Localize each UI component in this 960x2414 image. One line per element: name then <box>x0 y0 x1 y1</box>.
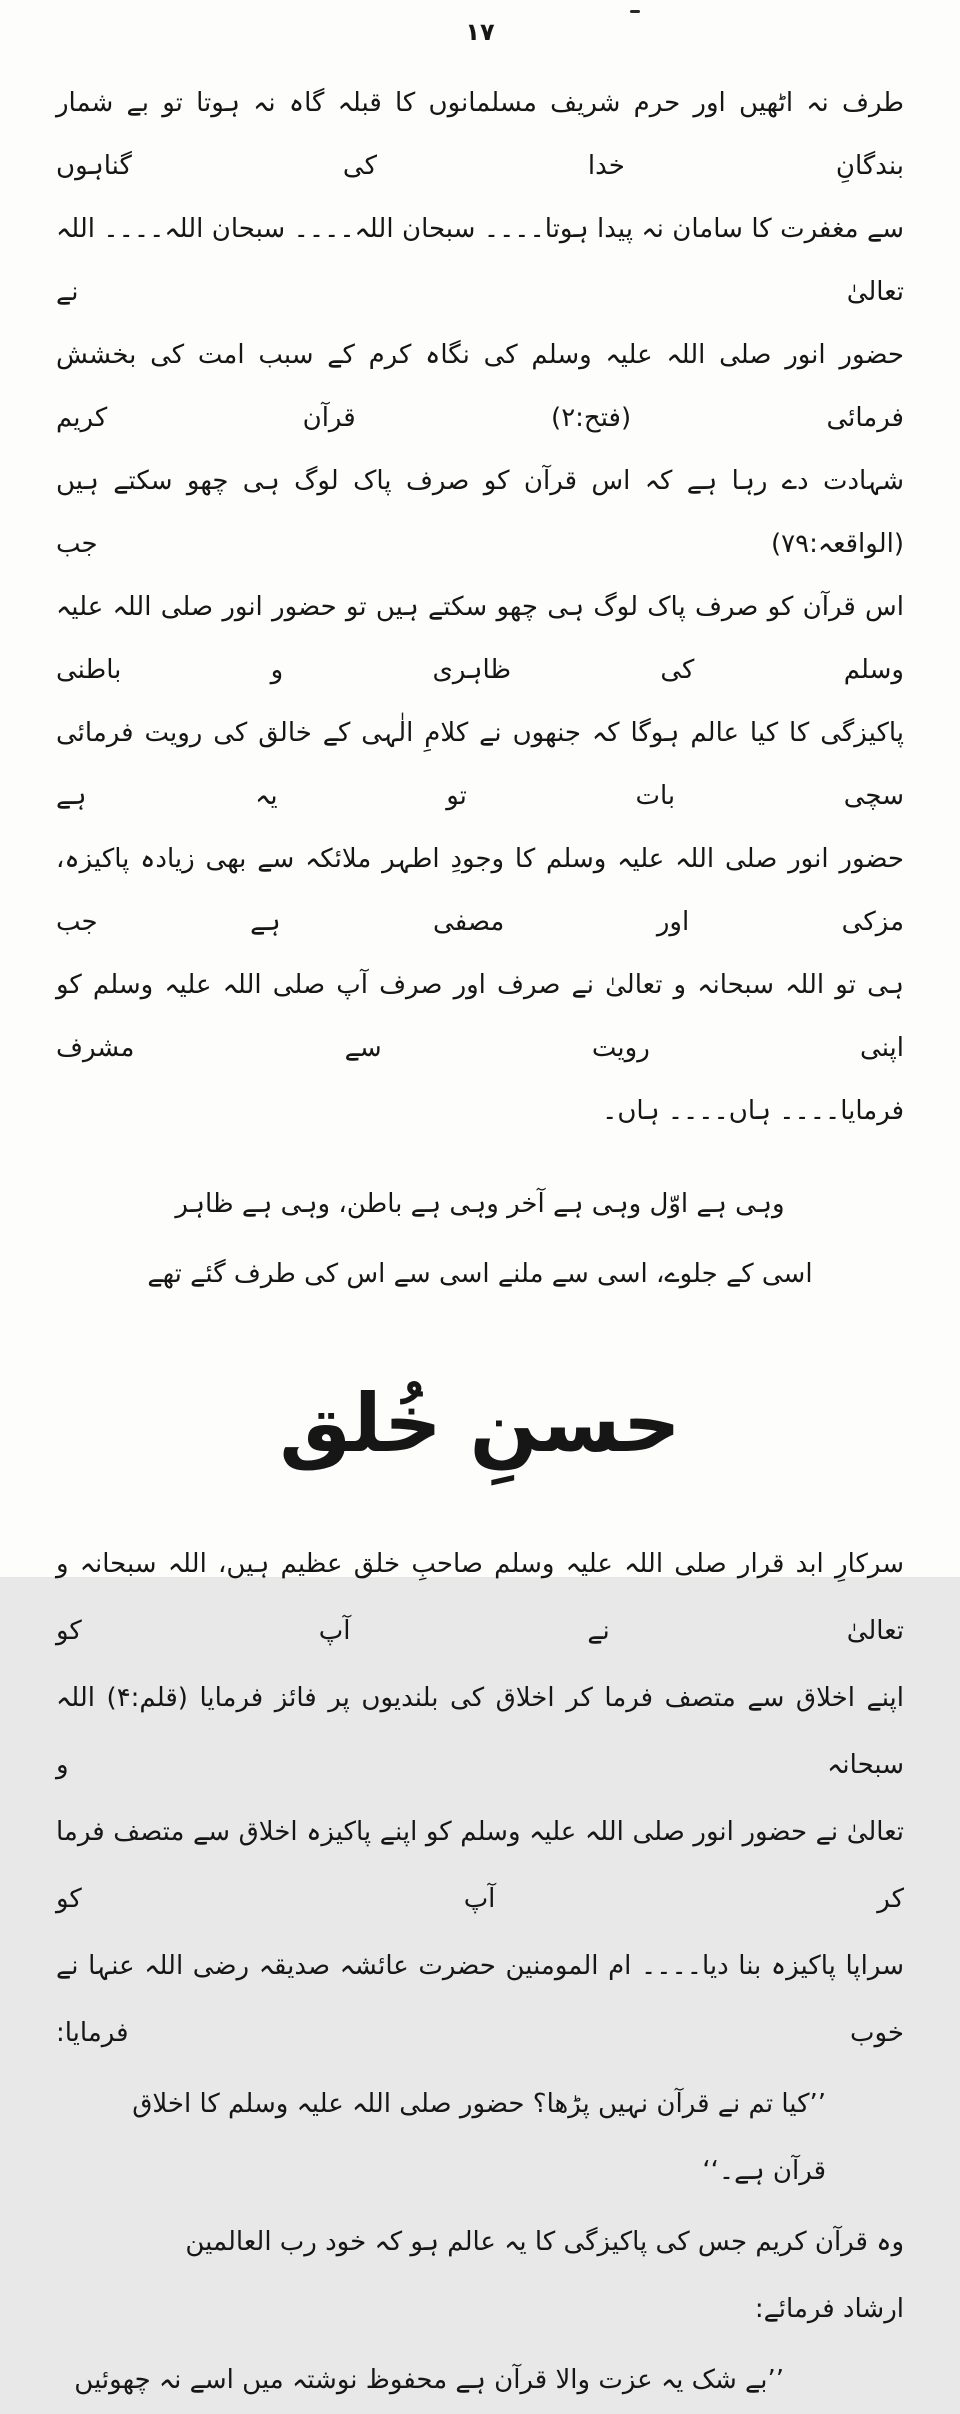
text-line: اپنے اخلاق سے متصف فرما کر اخلاق کی بلندیوں پر فائز فرمایا (قلم:۴) اللہ سبحانہ و <box>56 1683 904 1780</box>
paragraph-3: وہ قرآن کریم جس کی پاکیزگی کا یہ عالم ہو کہ خود رب العالمین ارشاد فرمائے: <box>185 2227 904 2324</box>
text-line: حضور انور صلی اللہ علیہ وسلم کا وجودِ اطہر ملائکہ سے بھی زیادہ پاکیزہ، مزکی اور مصفی ہے جب <box>56 844 904 937</box>
scan-artifact <box>630 10 640 13</box>
paragraph-1 <box>56 72 904 1080</box>
text-line: سے مغفرت کا سامان نہ پیدا ہوتا۔۔۔۔ سبحان اللہ۔۔۔۔ سبحان اللہ۔۔۔۔ اللہ تعالیٰ نے <box>56 214 904 307</box>
text-line: سراپا پاکیزہ بنا دیا۔۔۔۔ ام المومنین حضرت عائشہ صدیقہ رضی اللہ عنہا نے خوب فرمایا: <box>56 1951 904 2048</box>
text-line: طرف نہ اٹھیں اور حرم شریف مسلمانوں کا قبلہ گاہ نہ ہوتا تو بے شمار بندگانِ خدا کی گناہوں <box>56 88 904 181</box>
page-content <box>0 72 960 2414</box>
text-line: پاکیزگی کا کیا عالم ہوگا کہ جنھوں نے کلامِ الٰہی کے خالق کی رویت فرمائی سچی بات تو یہ ہے <box>56 718 904 811</box>
quote-hadith-aisha <box>56 2071 904 2205</box>
paragraph-2 <box>56 1531 904 2067</box>
text-line: تعالیٰ نے حضور انور صلی اللہ علیہ وسلم کو اپنے پاکیزہ اخلاق سے متصف فرما کر آپ کو <box>56 1817 904 1914</box>
section-heading: حسنِ خُلق <box>279 1377 681 1470</box>
quote-quran-verse: ’’بے شک یہ عزت والا قرآن ہے محفوظ نوشتہ میں اسے نہ چھوئیں <box>74 2365 784 2395</box>
text-line: ’’کیا تم نے قرآن نہیں پڑھا؟ حضور صلی اللہ علیہ وسلم کا اخلاق <box>132 2089 826 2119</box>
text-line: سرکارِ ابد قرار صلی اللہ علیہ وسلم صاحبِ خلق عظیم ہیں، اللہ سبحانہ و تعالیٰ نے آپ کو <box>56 1549 904 1646</box>
paragraph-1-last-line: فرمایا۔۔۔۔ ہاں۔۔۔۔ ہاں۔ <box>602 1096 904 1126</box>
text-line: اسی کے جلوے، اسی سے ملنے اسی سے اس کی طرف گئے تھے <box>147 1259 813 1289</box>
text-line: حضور انور صلی اللہ علیہ وسلم کی نگاہ کرم کے سبب امت کی بخشش فرمائی (فتح:۲) قرآن کریم <box>56 340 904 433</box>
text-line: قرآن ہے۔‘‘ <box>702 2156 826 2186</box>
text-line: وہی ہے اوّل وہی ہے آخر وہی ہے باطن، وہی ہے ظاہر <box>175 1189 785 1219</box>
page-number: ۱۷ <box>465 18 495 46</box>
text-line: ہی تو اللہ سبحانہ و تعالیٰ نے صرف اور صرف آپ صلی اللہ علیہ وسلم کو اپنی رویت سے مشرف <box>56 970 904 1063</box>
couplet <box>56 1169 904 1309</box>
text-line: شہادت دے رہا ہے کہ اس قرآن کو صرف پاک لوگ ہی چھو سکتے ہیں (الواقعہ:۷۹) جب <box>56 466 904 559</box>
text-line: اس قرآن کو صرف پاک لوگ ہی چھو سکتے ہیں تو حضور انور صلی اللہ علیہ وسلم کی ظاہری و باطنی <box>56 592 905 685</box>
